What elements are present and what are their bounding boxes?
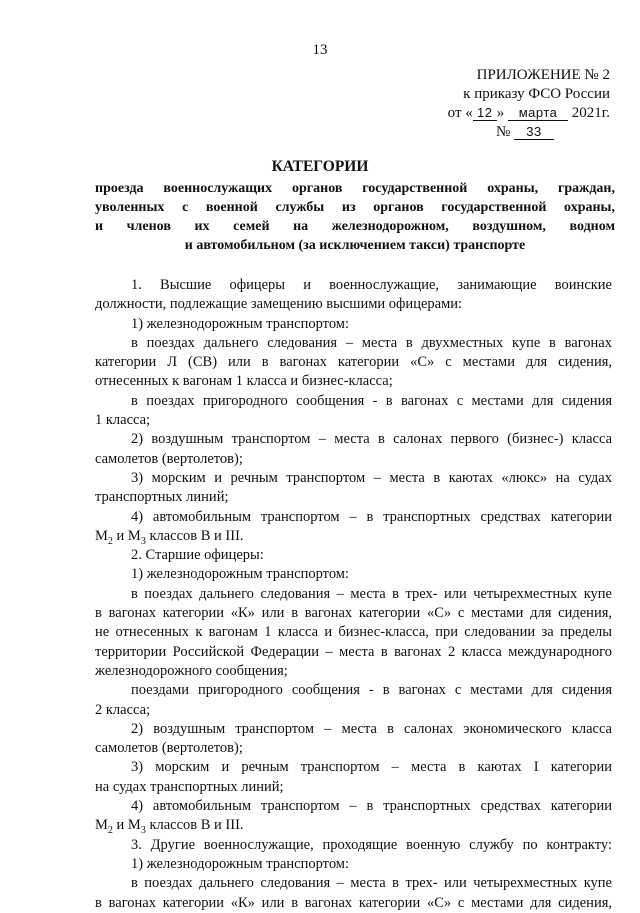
body-line: поездами пригородного сообщения - в вагонах с местами для сидения <box>131 682 612 699</box>
subtitle-line: и членов их семей на железнодорожном, воздушном, водном <box>95 219 615 234</box>
body-line: отнесенных к вагонам 1 класса и бизнес-класса; <box>95 373 393 390</box>
body-line: транспортных линий; <box>95 489 229 506</box>
body-line: 1) железнодорожным транспортом: <box>131 855 350 872</box>
date-year: 2021г. <box>571 105 610 121</box>
body-line: 4) автомобильным транспортом – в транспортных средствах категории <box>131 508 612 525</box>
date-day: 12 <box>473 105 497 121</box>
appendix-number <box>430 123 610 142</box>
body-line: на судах транспортных линий; <box>95 778 284 795</box>
body-line: в поездах дальнего следования – места в трех- или четырехместных купе <box>131 585 612 602</box>
number-value: 33 <box>514 124 554 140</box>
body-line: должности, подлежащие замещению высшими офицерами: <box>95 296 463 313</box>
number-label: № <box>495 124 511 140</box>
body-line: 1) железнодорожным транспортом: <box>131 566 350 583</box>
body-line: 2. Старшие офицеры: <box>131 547 264 564</box>
appendix-title: ПРИЛОЖЕНИЕ № 2 <box>476 67 610 83</box>
subtitle-line: проезда военнослужащих органов государственной охраны, граждан, <box>95 181 615 196</box>
body-line: в поездах дальнего следования – места в трех- или четырехместных купе <box>131 875 612 892</box>
appendix-order-ref: к приказу ФСО России <box>463 86 610 102</box>
body-line: 1. Высшие офицеры и военнослужащие, занимающие воинские <box>131 277 612 293</box>
page-number: 13 <box>312 42 328 58</box>
subtitle-line: и автомобильном (за исключением такси) транспорте <box>184 238 526 253</box>
body-line: 2) воздушным транспортом – места в салонах экономического класса <box>131 720 612 737</box>
appendix-header <box>430 66 610 142</box>
body-line: территории Российской Федерации – места в вагонах 2 класса международного <box>95 643 612 660</box>
body-line: в вагонах категории «К» или в вагонах категории «С» с местами для сидения, <box>95 894 612 911</box>
body-line: самолетов (вертолетов); <box>95 740 243 757</box>
body-line: не отнесенных к вагонам 1 класса и бизнес-класса, при следовании за пределы <box>95 624 612 641</box>
document-subtitle <box>95 179 615 255</box>
body-line: 1 класса; <box>95 412 151 429</box>
body-line: 3. Другие военнослужащие, проходящие военную службу по контракту: <box>131 836 612 853</box>
body-line: категории Л (СВ) или в вагонах категории «С» с местами для сидения, <box>95 354 612 371</box>
body-line: 3) морским и речным транспортом – места в каютах «люкс» на судах <box>131 469 612 486</box>
body-line: железнодорожного сообщения; <box>95 662 288 679</box>
document-body <box>95 276 612 913</box>
body-line: 4) автомобильным транспортом – в транспортных средствах категории <box>131 798 612 815</box>
body-line: в поездах дальнего следования – места в двухместных купе в вагонах <box>131 334 612 351</box>
body-line: 2 класса; <box>95 701 151 718</box>
date-month: марта <box>508 105 568 121</box>
appendix-date <box>430 104 610 123</box>
body-line: в вагонах категории «К» или в вагонах категории «С» с местами для сидения, <box>95 605 612 622</box>
body-line: самолетов (вертолетов); <box>95 450 243 467</box>
body-line: 1) железнодорожным транспортом: <box>131 315 350 332</box>
body-line: $M_2$ и $M_3$ классов В и III. <box>95 817 244 836</box>
body-line: $M_2$ и $M_3$ классов В и III. <box>95 527 244 547</box>
document-title: КАТЕГОРИИ <box>271 158 369 175</box>
body-line: в поездах пригородного сообщения - в вагонах с местами для сидения <box>131 392 612 409</box>
subtitle-line: уволенных с военной службы из органов государственной охраны, <box>95 200 615 215</box>
body-line: 2) воздушным транспортом – места в салонах первого (бизнес-) класса <box>131 431 612 448</box>
body-line: 3) морским и речным транспортом – места в каютах I категории <box>131 759 612 776</box>
date-prefix: от « <box>447 105 473 121</box>
date-mid: » <box>496 105 505 121</box>
